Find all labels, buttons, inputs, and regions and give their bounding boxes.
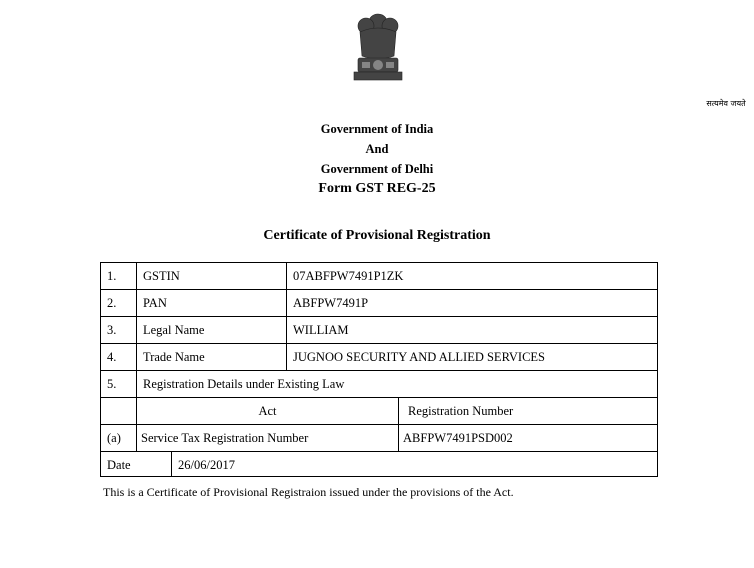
row-label-gstin: GSTIN xyxy=(136,262,286,289)
certificate-footnote: This is a Certificate of Provisional Registraion issued under the provisions of the Act. xyxy=(103,485,514,499)
header-government-of-delhi: Government of Delhi xyxy=(320,162,434,176)
empty-cell xyxy=(100,397,136,424)
form-title: Form GST REG-25 xyxy=(318,181,436,196)
row-number: 2. xyxy=(100,289,136,316)
row-label-registration-details: Registration Details under Existing Law xyxy=(136,370,658,397)
column-header-registration-number: Registration Number xyxy=(398,397,658,424)
sub-row-act: Service Tax Registration Number xyxy=(136,424,398,451)
sub-row-number: (a) xyxy=(100,424,136,451)
row-value-legal-name: WILLIAM xyxy=(286,316,658,343)
column-header-act: Act xyxy=(136,397,398,424)
emblem-motto: सत्यमेव जयते xyxy=(706,99,746,108)
row-value-pan: ABFPW7491P xyxy=(286,289,658,316)
registration-table xyxy=(100,262,658,477)
date-value: 26/06/2017 xyxy=(171,451,658,477)
header-and: And xyxy=(365,142,389,156)
sub-row-registration-number: ABFPW7491PSD002 xyxy=(398,424,658,451)
row-value-trade-name: JUGNOO SECURITY AND ALLIED SERVICES xyxy=(286,343,658,370)
ashoka-emblem-icon xyxy=(348,12,408,88)
row-value-gstin: 07ABFPW7491P1ZK xyxy=(286,262,658,289)
date-label: Date xyxy=(100,451,171,477)
certificate-title: Certificate of Provisional Registration xyxy=(263,228,491,243)
row-number: 3. xyxy=(100,316,136,343)
row-label-legal-name: Legal Name xyxy=(136,316,286,343)
row-number: 4. xyxy=(100,343,136,370)
row-label-pan: PAN xyxy=(136,289,286,316)
row-label-trade-name: Trade Name xyxy=(136,343,286,370)
header-government-of-india: Government of India xyxy=(320,122,434,136)
row-number: 5. xyxy=(100,370,136,397)
row-number: 1. xyxy=(100,262,136,289)
national-emblem xyxy=(348,12,746,108)
